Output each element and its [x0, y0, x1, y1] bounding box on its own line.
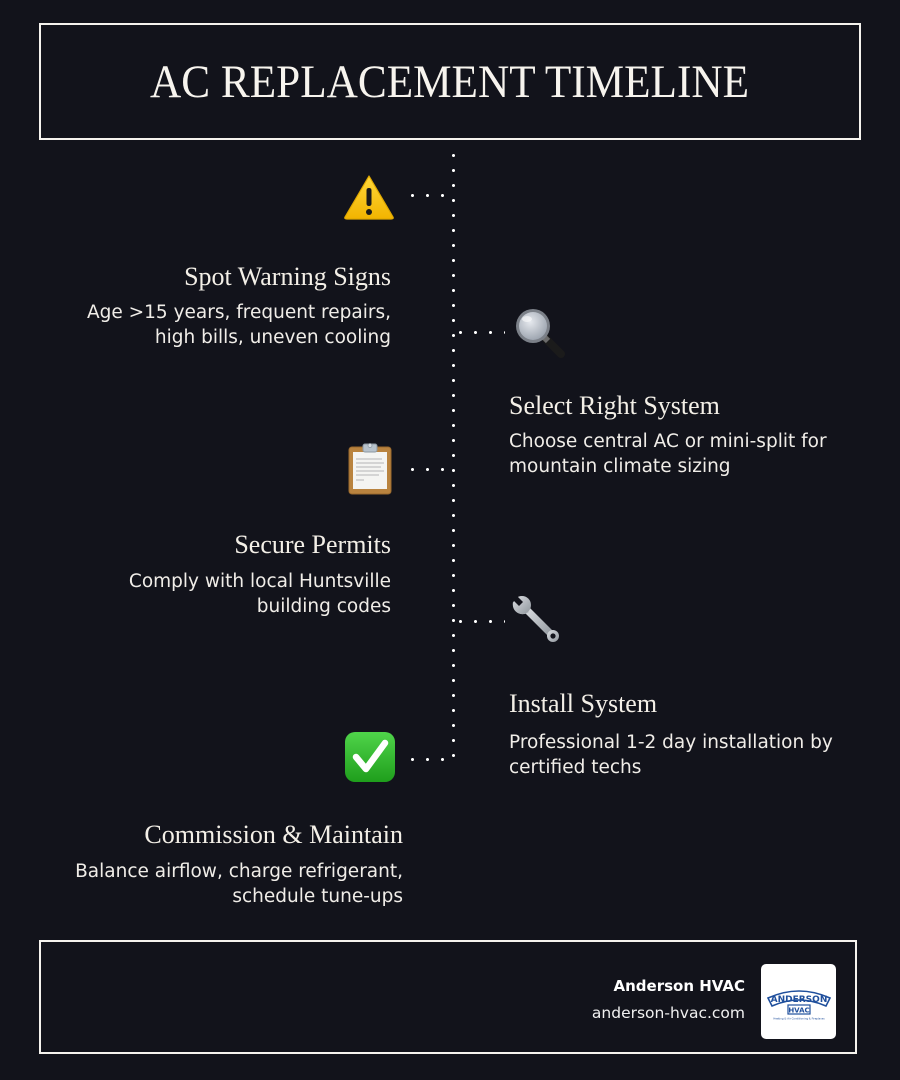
step-description-line: Age >15 years, frequent repairs,: [87, 302, 391, 323]
page-title: AC REPLACEMENT TIMELINE: [150, 55, 750, 108]
step-title: Install System: [509, 689, 658, 718]
step-title: Select Right System: [509, 391, 720, 420]
check-mark-icon: [343, 730, 397, 784]
step-description-line: certified techs: [509, 757, 642, 778]
connector-step-2: [453, 331, 505, 334]
company-name: Anderson HVAC: [613, 977, 745, 995]
connector-step-1: [405, 194, 455, 197]
step-description-line: building codes: [256, 596, 391, 617]
logo-text-hvac: HVAC: [787, 1006, 810, 1014]
clipboard-icon: [343, 442, 397, 496]
connector-step-4: [453, 620, 505, 623]
logo-tagline: Heating & Air Conditioning & Fireplaces: [772, 1017, 825, 1020]
step-description-line: Choose central AC or mini-split for: [509, 431, 827, 452]
title-box: [39, 23, 861, 140]
step-description: [509, 730, 833, 780]
step-description: [87, 300, 391, 350]
website-link[interactable]: anderson-hvac.com: [591, 1004, 745, 1022]
magnifying-glass-icon: [512, 305, 566, 359]
timeline-vertical-line: [452, 148, 455, 763]
step-description: [75, 859, 403, 909]
wrench-icon: [509, 592, 563, 646]
company-logo: [761, 964, 836, 1039]
step-description-line: Professional 1-2 day installation by: [509, 732, 833, 753]
step-description: [129, 569, 391, 619]
connector-step-3: [405, 468, 455, 471]
connector-step-5: [405, 758, 455, 761]
step-description-line: Balance airflow, charge refrigerant,: [75, 861, 403, 882]
footer: [39, 940, 857, 1054]
step-description: [509, 429, 827, 479]
step-title: Commission & Maintain: [144, 820, 403, 849]
step-title: Secure Permits: [234, 530, 391, 559]
step-description-line: mountain climate sizing: [509, 456, 731, 477]
step-title: Spot Warning Signs: [184, 262, 391, 291]
warning-icon: [342, 170, 396, 224]
logo-text-anderson: ANDERSON: [770, 994, 827, 1005]
step-description-line: high bills, uneven cooling: [154, 327, 391, 348]
step-description-line: Comply with local Huntsville: [128, 571, 391, 592]
step-description-line: schedule tune-ups: [232, 886, 403, 907]
